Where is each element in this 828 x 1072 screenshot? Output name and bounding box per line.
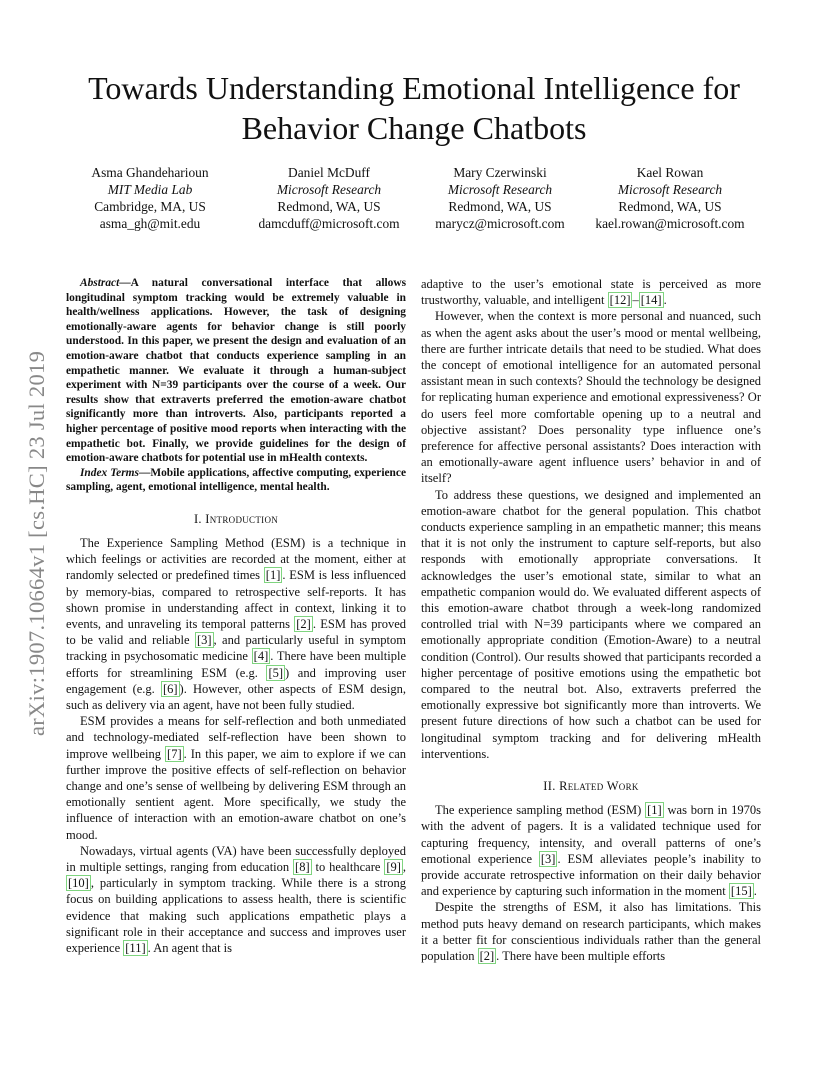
text-run: . ESM has proved to be valid and reliable [66, 616, 406, 648]
author-4 [580, 164, 760, 232]
citation-link[interactable]: [1] [647, 803, 662, 818]
arxiv-identifier: arXiv:1907.10664v1 [cs.HC] 23 Jul 2019 [24, 350, 49, 736]
section-heading-related-work [421, 778, 761, 794]
abstract-label: Abstract [80, 277, 120, 289]
index-terms [66, 466, 406, 495]
intro-paragraph-1 [66, 535, 406, 713]
citation-link[interactable]: [15] [730, 884, 752, 899]
citation-link[interactable]: [5] [268, 665, 284, 680]
citation-link[interactable]: [3] [540, 851, 556, 866]
paper-title-line-1: Towards Understanding Emotional Intelligence for [88, 70, 740, 106]
intro-paragraph-3 [66, 843, 406, 956]
related-paragraph-2 [421, 899, 761, 964]
intro-paragraph-4: However, when the context is more personal and nuanced, such as when the agent asks about the user’s mood or mental wellbeing, there are further intricate details that need to be studied. What does the concept of emotional intelligence for an automated personal assistant mean in such contexts? Should the technology be designed for replicating human experience and emotional expressiveness? Or do users feel more comfortable opening up to a neutral and objective assistant? Does personality type influence one’s preference for affective personal assistants? Does interaction with an emotionally-aware agent influence users’ behavior in and of itself? [421, 309, 761, 486]
intro-paragraph-2 [66, 713, 406, 843]
author-email: marycz@microsoft.com [435, 216, 565, 231]
index-terms-text: —Mobile applications, affective computing, experience sampling, agent, emotional intelligence, mental health. [66, 466, 406, 494]
text-run: was born in 1970s with the advent of pagers. It is a validated technique used for capturing frequency, intensity, and overall patterns of one’s emotional experience [421, 803, 761, 866]
citation-link[interactable]: [1] [265, 568, 281, 583]
citation-link[interactable]: [9] [386, 859, 401, 874]
section-heading-introduction [66, 511, 406, 527]
author-email: asma_gh@mit.edu [99, 216, 201, 231]
author-1 [70, 164, 230, 232]
author-name: Kael Rowan [636, 165, 704, 180]
index-terms-label: Index Terms [80, 466, 139, 479]
section-title: Introduction [205, 511, 279, 526]
author-location: Cambridge, MA, US [94, 199, 206, 214]
author-block [70, 164, 770, 236]
author-email: kael.rowan@microsoft.com [595, 216, 745, 231]
citation-link[interactable]: [3] [196, 633, 212, 648]
author-affiliation: Microsoft Research [276, 182, 382, 197]
text-run: ESM provides a means for self-reflection and both unmediated and technology-mediated self-reflection have been shown to improve wellbeing [66, 714, 406, 761]
intro-paragraph-5: To address these questions, we designed and implemented an emotion-aware chatbot for the general population. This chatbot conducts experience sampling in an empathetic manner; this means that it is not only the instrument to capture self-reports, but also responds with emotionally appropriate conversations. It acknowledges the user’s emotional state, similar to what an empathetic companion would do. We evaluated different aspects of this emotion-aware chatbot through a week-long randomized controlled trial with N=39 participants where we compared an emotionally appropriate condition (Emotion-Aware) to a neutral condition (Control). Our results showed that participants recorded a higher percentage of positive emotions using the empathetic bot compared to the neutral bot. Also, extraverts preferred the emotionally expressive bot significantly more than introverts. We present future directions of how such a chatbot can be used for longitudinal symptom tracking and for delivering mHealth interventions. [421, 487, 761, 761]
author-location: Redmond, WA, US [448, 199, 552, 214]
text-run: . ESM is less influenced by memory-bias, compared to retrospective self-reports. It has shown promise in understanding affect in context, linking it to events, and unraveling its temporal patterns [66, 568, 406, 631]
text-run: ). However, other aspects of ESM design, such as delivery via an agent, have not been fully studied. [66, 681, 406, 712]
text-run: – [632, 293, 639, 308]
paper-title [40, 68, 788, 148]
text-run: The Experience Sampling Method (ESM) is a technique in which feelings or activities are recorded at the moment, either at randomly selected or predefined times [66, 535, 406, 583]
author-affiliation: MIT Media Lab [107, 182, 193, 197]
citation-link[interactable]: [2] [296, 616, 311, 631]
citation-link[interactable]: [4] [253, 649, 269, 664]
section-title: Related Work [559, 779, 639, 794]
text-run: adaptive to the user’s emotional state is perceived as more trustworthy, valuable, and intelligent [421, 277, 761, 308]
right-column [421, 276, 761, 964]
citation-link[interactable]: [10] [68, 876, 89, 891]
text-run: The experience sampling method (ESM) [435, 803, 646, 818]
abstract [66, 276, 406, 466]
text-run: . There have been multiple efforts [496, 948, 666, 963]
text-run: . In this paper, we aim to explore if we can further improve the positive effects of self-reflection on behavior change and one’s sense of wellbeing by delivering ESM through an emotionally sentient agent. More specifically, we study the influence of interaction with an emotion-aware chatbot on one’s mood. [66, 746, 407, 842]
author-name: Daniel McDuff [288, 165, 370, 180]
text-run: to healthcare [311, 859, 385, 874]
citation-link[interactable]: [7] [167, 746, 182, 761]
citation-link[interactable]: [6] [162, 681, 178, 696]
text-run: Despite the strengths of ESM, it also has limitations. This method puts heavy demand on research participants, which makes it a better fit for conscientious individuals rather than the general population [421, 900, 761, 963]
text-run: . [753, 884, 757, 899]
text-run: , [402, 859, 407, 874]
author-affiliation: Microsoft Research [617, 182, 723, 197]
text-run: . An agent that is [147, 940, 233, 955]
citation-link[interactable]: [12] [609, 293, 631, 308]
text-run: . [663, 293, 667, 308]
citation-link[interactable]: [14] [640, 293, 662, 308]
abstract-text: —A natural conversational interface that allows longitudinal symptom tracking would be extremely valuable in health/wellness applications. However, the task of designing emotionally-aware agents for behavior change is still poorly understood. In this paper, we present the design and evaluation of an emotion-aware chatbot that conducts experience sampling in an empathetic manner. We evaluate it through a human-subject experiment with N=39 participants over the course of a week. Our results show that extraverts preferred the emotion-aware chatbot significantly more than introverts. Also, participants reported a higher percentage of positive mood reports when interacting with the empathetic bot. Finally, we provide guidelines for the design of emotion-aware chatbots for potential use in mHealth contexts. [66, 277, 406, 465]
paper-title-line-2: Behavior Change Chatbots [241, 110, 587, 146]
section-number: I. [193, 511, 202, 526]
author-2 [238, 164, 420, 232]
author-name: Mary Czerwinski [453, 165, 547, 180]
author-name: Asma Ghandeharioun [91, 165, 209, 180]
author-3 [418, 164, 582, 232]
citation-link[interactable]: [8] [295, 859, 310, 874]
author-location: Redmond, WA, US [277, 199, 381, 214]
text-run: , particularly in symptom tracking. While there is a strong focus on building applications to assess health, there is scientific evidence that making such applications empathetic plays a significant role in their acceptance and success and improves user experience [66, 876, 406, 955]
text-run: Nowadays, virtual agents (VA) have been successfully deployed in multiple settings, ranging from education [66, 843, 406, 874]
text-run: ) and improving user engagement (e.g. [66, 665, 406, 696]
text-run: . There have been multiple efforts for streamlining ESM (e.g. [66, 649, 406, 680]
related-paragraph-1 [421, 802, 761, 899]
citation-link[interactable]: [2] [479, 948, 495, 963]
citation-link[interactable]: [11] [125, 940, 146, 955]
intro-paragraph-3-continued [421, 276, 761, 308]
text-run: . ESM alleviates people’s inability to provide accurate retrospective information on their daily behavior and experience by capturing such information in the moment [421, 851, 761, 899]
author-affiliation: Microsoft Research [447, 182, 553, 197]
left-column [66, 276, 406, 956]
author-location: Redmond, WA, US [618, 199, 722, 214]
author-email: damcduff@microsoft.com [258, 216, 400, 231]
section-number: II. [543, 779, 556, 794]
text-run: , and particularly useful in symptom tracking in psychosomatic medicine [66, 633, 406, 664]
